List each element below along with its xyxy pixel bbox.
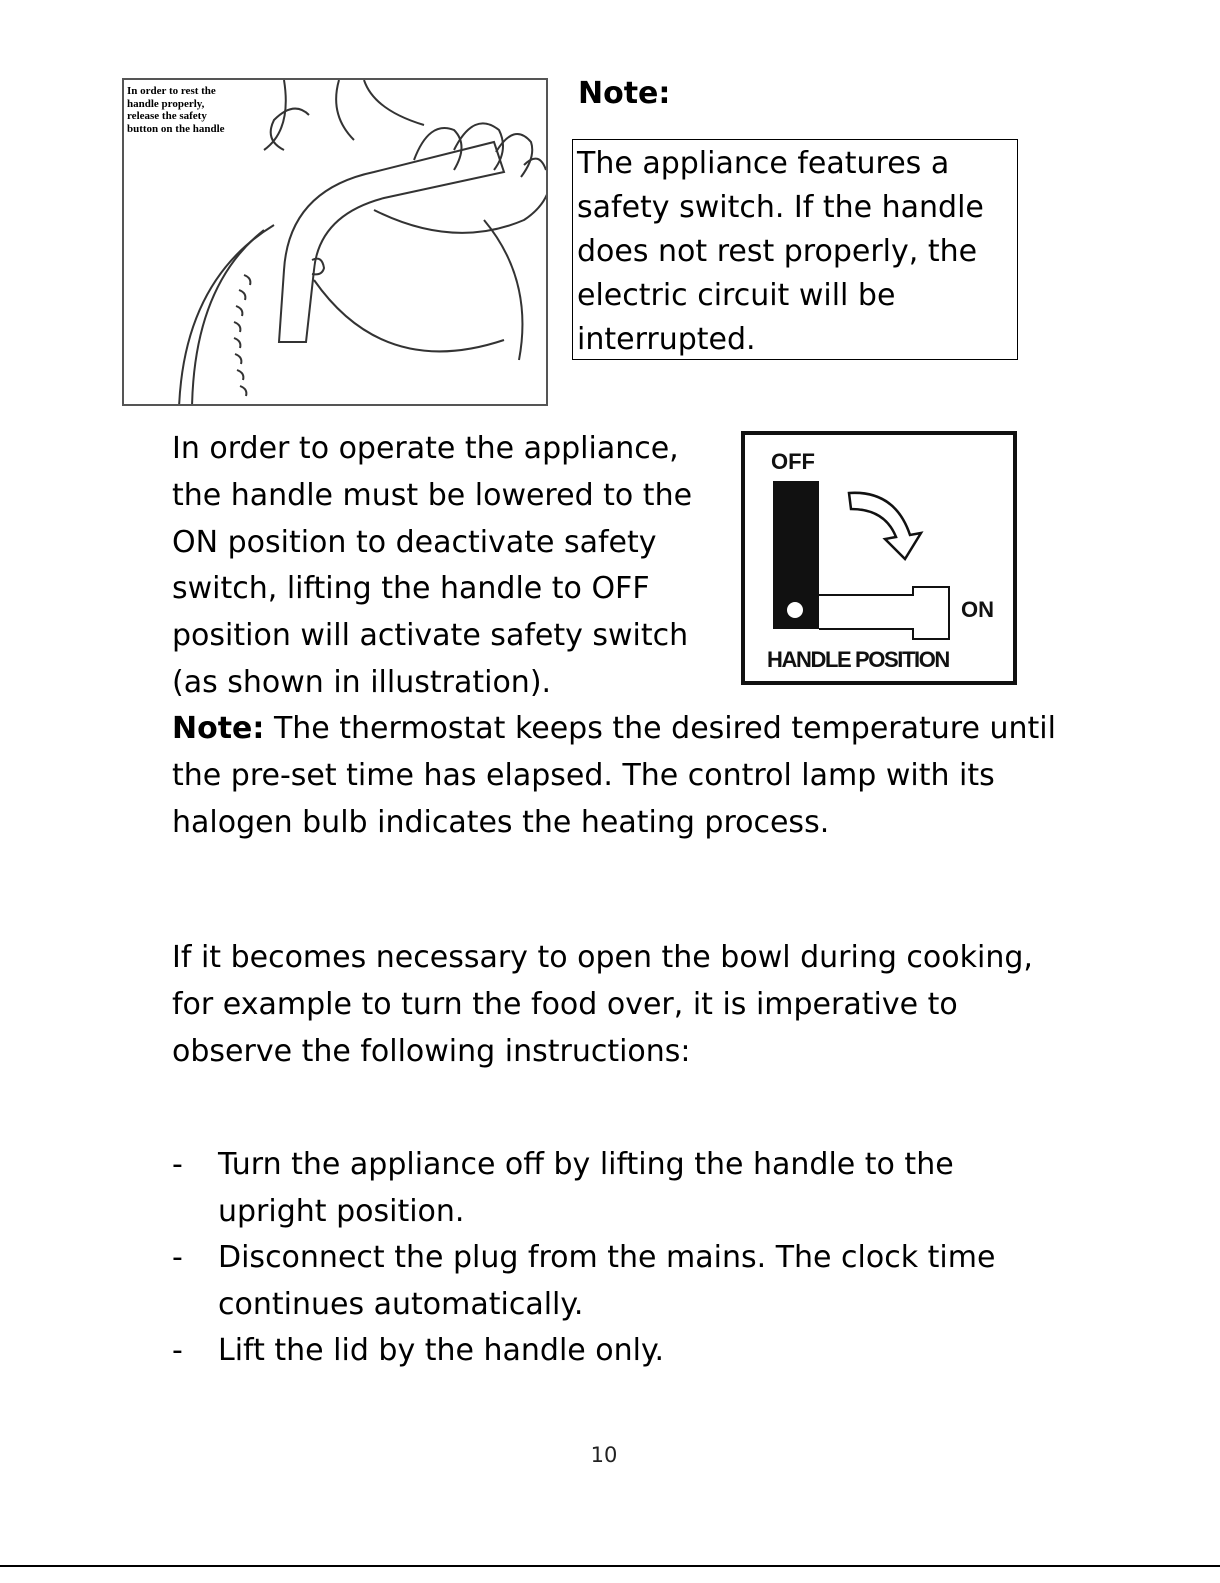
- list-item: [172, 1235, 1032, 1329]
- open-bowl-paragraph: If it becomes necessary to open the bowl during cooking, for example to turn the food over, it is imperative to observe the following instructions:: [172, 940, 1033, 1069]
- off-label: OFF: [771, 449, 815, 474]
- handle-position-diagram: [741, 431, 1017, 685]
- list-item-text: Lift the lid by the handle only.: [218, 1333, 665, 1368]
- handle-illustration: [122, 78, 548, 406]
- safety-note-text: The appliance features a safety switch. If the handle does not rest properly, the electric circuit will be interrupted.: [577, 146, 984, 357]
- list-bullet: -: [172, 1240, 183, 1275]
- illustration-caption: In order to rest the handle properly, release the safety button on the handle: [127, 85, 225, 135]
- list-item: [172, 1328, 1032, 1376]
- thermostat-note-text: The thermostat keeps the desired temperature until the pre-set time has elapsed. The control lamp with its halogen bulb indicates the heating process.: [172, 711, 1056, 840]
- list-item-text: Disconnect the plug from the mains. The clock time continues automatically.: [218, 1240, 996, 1322]
- list-bullet: -: [172, 1147, 183, 1182]
- thermostat-note: [172, 706, 1072, 846]
- list-bullet: -: [172, 1333, 183, 1368]
- list-item-text: Turn the appliance off by lifting the handle to the upright position.: [218, 1147, 954, 1229]
- bottom-rule: [0, 1565, 1220, 1567]
- on-label: ON: [961, 597, 994, 622]
- thermostat-note-label: Note:: [172, 711, 265, 746]
- handle-switch-drawing: [745, 435, 1013, 681]
- list-item: [172, 1142, 1032, 1236]
- page-number: 10: [590, 1443, 618, 1467]
- safety-note-box: [572, 139, 1018, 360]
- operation-paragraph: In order to operate the appliance, the handle must be lowered to the ON position to deactivate safety switch, lifting the handle to OFF position will activate safety switch (as shown in illustration).: [172, 431, 693, 700]
- note-heading: Note:: [578, 76, 671, 111]
- handle-position-caption: HANDLE POSITION: [767, 647, 949, 672]
